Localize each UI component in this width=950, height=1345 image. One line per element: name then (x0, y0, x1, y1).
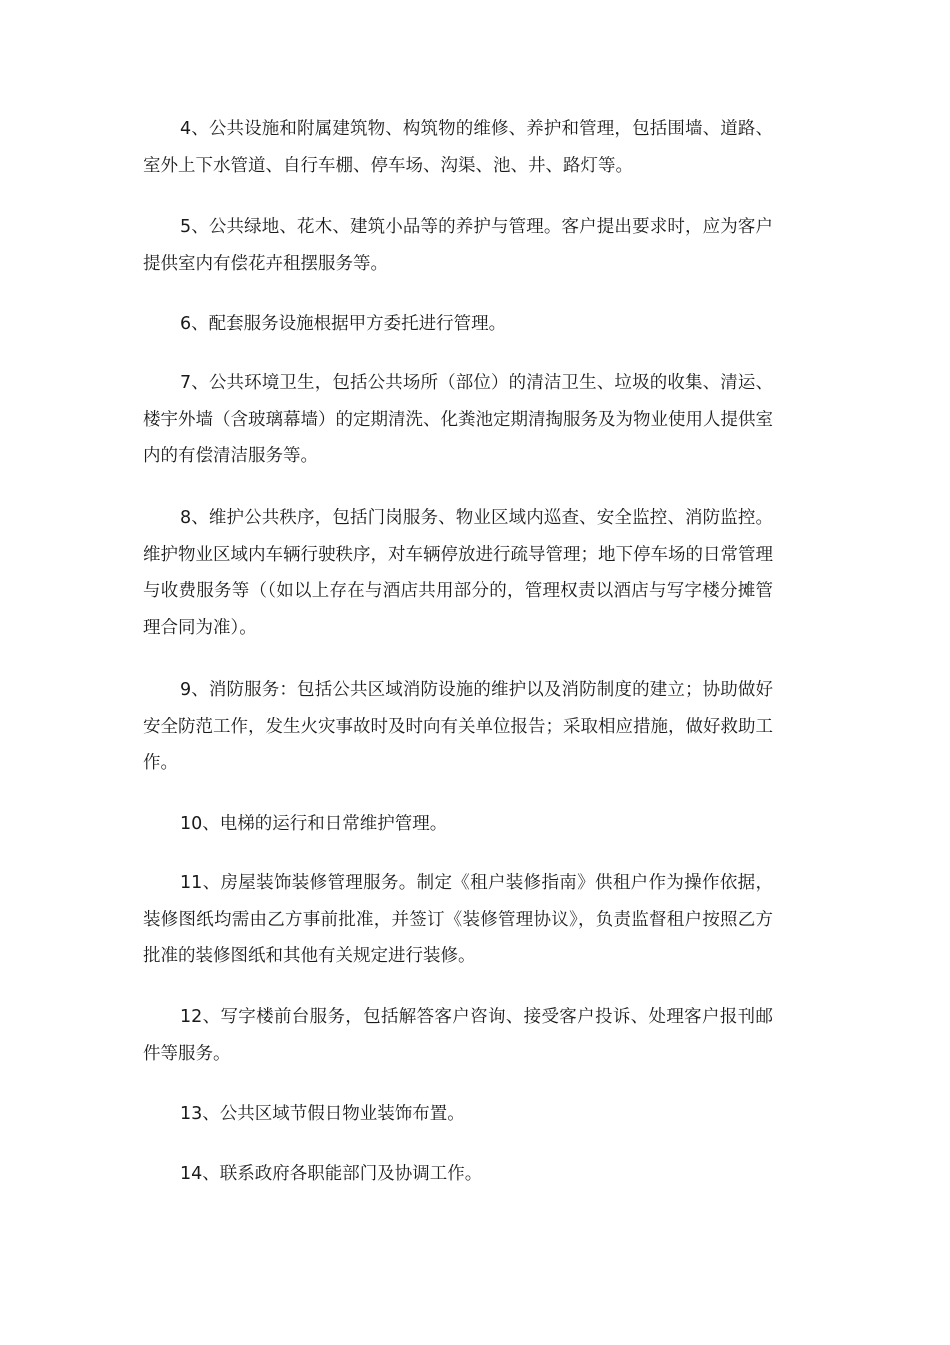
paragraph-item-8: 8、维护公共秩序，包括门岗服务、物业区域内巡查、安全监控、消防监控。维护物业区域内车辆行驶秩序，对车辆停放进行疏导管理；地下停车场的日常管理与收费服务等（（如以上存在与酒店共用部分的，管理权责以酒店与写字楼分摊管理合同为准）。 (143, 508, 773, 638)
paragraph-item-6: 6、配套服务设施根据甲方委托进行管理。 (180, 314, 507, 334)
paragraph-item-11: 11、房屋装饰装修管理服务。制定《租户装修指南》供租户作为操作依据，装修图纸均需由乙方事前批准，并签订《装修管理协议》，负责监督租户按照乙方批准的装修图纸和其他有关规定进行装修。 (143, 873, 773, 966)
paragraph-item-7: 7、公共环境卫生，包括公共场所（部位）的清洁卫生、垃圾的收集、清运、楼宇外墙（含玻璃幕墙）的定期清洗、化粪池定期清掏服务及为物业使用人提供室内的有偿清洁服务等。 (143, 373, 773, 466)
paragraph-item-4: 4、公共设施和附属建筑物、构筑物的维修、养护和管理，包括围墙、道路、室外上下水管道、自行车棚、停车场、沟渠、池、井、路灯等。 (143, 119, 773, 176)
paragraph-item-12: 12、写字楼前台服务，包括解答客户咨询、接受客户投诉、处理客户报刊邮件等服务。 (143, 1007, 773, 1064)
paragraph-item-5: 5、公共绿地、花木、建筑小品等的养护与管理。客户提出要求时，应为客户提供室内有偿花卉租摆服务等。 (143, 217, 773, 274)
paragraph-item-14: 14、联系政府各职能部门及协调工作。 (180, 1164, 483, 1184)
paragraph-item-13: 13、公共区域节假日物业装饰布置。 (180, 1104, 465, 1124)
paragraph-item-9: 9、消防服务：包括公共区域消防设施的维护以及消防制度的建立；协助做好安全防范工作，发生火灾事故时及时向有关单位报告；采取相应措施，做好救助工作。 (143, 680, 773, 773)
paragraph-item-10: 10、电梯的运行和日常维护管理。 (180, 814, 448, 834)
